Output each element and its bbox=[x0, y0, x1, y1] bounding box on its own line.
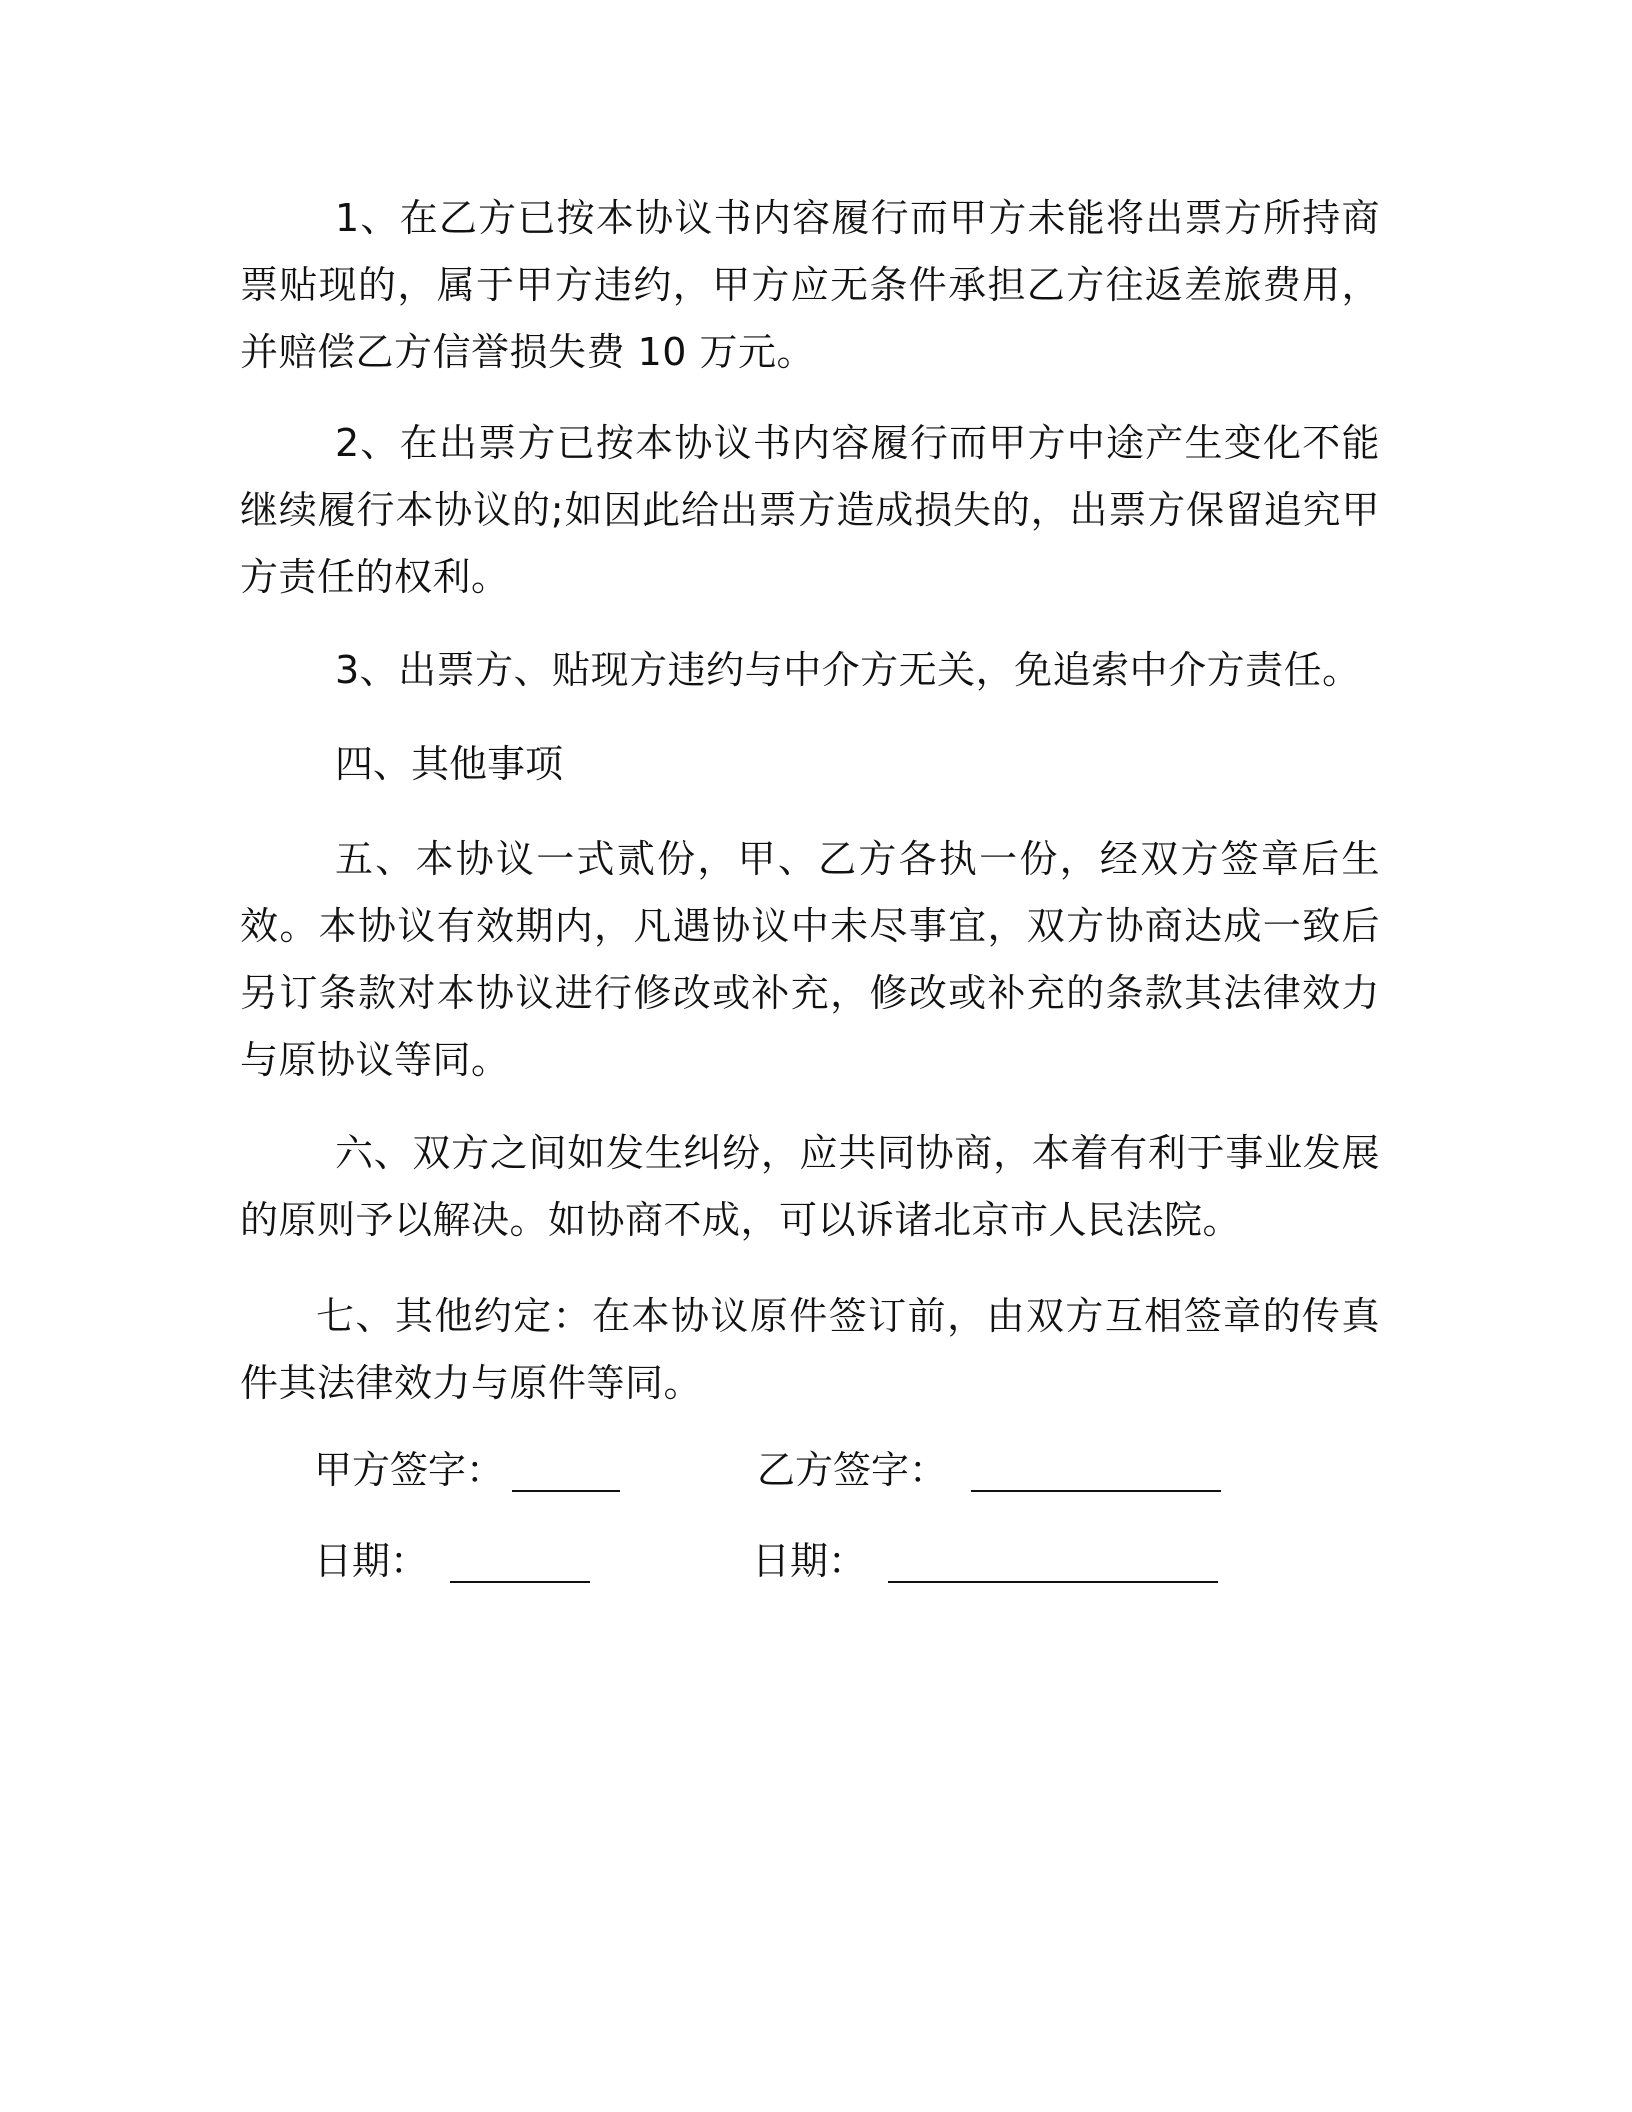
section-7: 七、其他约定：在本协议原件签订前，由双方互相签章的传真件其法律效力与原件等同。 bbox=[240, 1294, 1380, 1405]
party-a-date-label: 日期： bbox=[314, 1539, 429, 1583]
clause-2: 2、在出票方已按本协议书内容履行而甲方中途产生变化不能继续履行本协议的;如因此给出票方造成损失的，出票方保留追究甲方责任的权利。 bbox=[240, 421, 1380, 599]
section-6: 六、双方之间如发生纠纷，应共同协商，本着有利于事业发展的原则予以解决。如协商不成，可以诉诸北京市人民法院。 bbox=[240, 1131, 1380, 1242]
party-b-sign-line[interactable] bbox=[971, 1450, 1221, 1492]
party-b-date-line[interactable] bbox=[888, 1541, 1218, 1583]
clause-1: 1、在乙方已按本协议书内容履行而甲方未能将出票方所持商票贴现的，属于甲方违约，甲方应无条件承担乙方往返差旅费用，并赔偿乙方信誉损失费 10 万元。 bbox=[240, 196, 1380, 374]
party-a-sign-line[interactable] bbox=[512, 1450, 620, 1492]
party-b-date bbox=[752, 1531, 1218, 1591]
clause-3: 3、出票方、贴现方违约与中介方无关，免追索中介方责任。 bbox=[335, 648, 1361, 692]
party-a-signature bbox=[314, 1440, 620, 1500]
party-a-date-line[interactable] bbox=[450, 1541, 590, 1583]
section-5: 五、本协议一式贰份，甲、乙方各执一份，经双方签章后生效。本协议有效期内，凡遇协议中未尽事宜，双方协商达成一致后另订条款对本协议进行修改或补充，修改或补充的条款其法律效力与原协议等同。 bbox=[240, 837, 1380, 1082]
party-b-sign-label: 乙方签字： bbox=[757, 1448, 948, 1492]
party-a-date bbox=[314, 1531, 590, 1591]
party-b-signature bbox=[757, 1440, 1221, 1500]
section-4-heading: 四、其他事项 bbox=[335, 742, 564, 786]
party-b-date-label: 日期： bbox=[752, 1539, 867, 1583]
party-a-sign-label: 甲方签字： bbox=[314, 1448, 505, 1492]
